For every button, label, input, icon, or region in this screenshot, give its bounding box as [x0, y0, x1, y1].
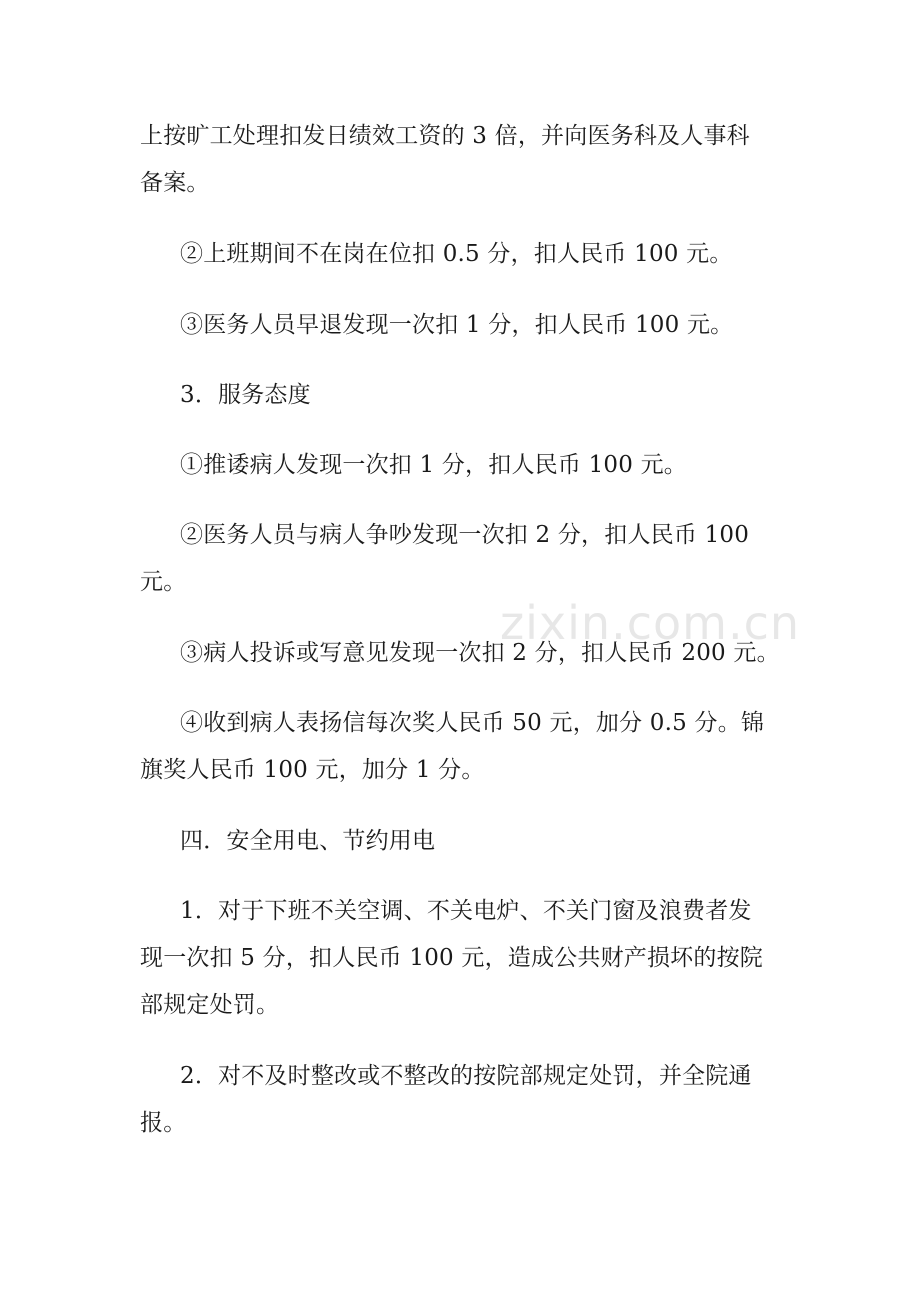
text-line: ④收到病人表扬信每次奖人民币 50 元，加分 0.5 分。锦: [180, 710, 765, 736]
watermark-logo: zixin.com.cn: [500, 596, 801, 650]
paragraph-leave-early: [140, 302, 785, 349]
text-line: 四．安全用电、节约用电: [180, 828, 436, 854]
text-line: 备案。: [140, 170, 210, 196]
paragraph-electricity-rule-2: [140, 1053, 785, 1147]
text-line: 报。: [140, 1110, 187, 1136]
text-line: ③病人投诉或写意见发现一次扣 2 分，扣人民币 200 元。: [180, 640, 780, 666]
text-line: 现一次扣 5 分，扣人民币 100 元，造成公共财产损坏的按院: [140, 945, 763, 971]
paragraph-electricity-rule-1: [140, 888, 785, 1029]
text-line: 元。: [140, 569, 187, 595]
paragraph-absent-from-post: [140, 231, 785, 278]
text-line: 旗奖人民币 100 元，加分 1 分。: [140, 757, 485, 783]
text-line: ①推诿病人发现一次扣 1 分，扣人民币 100 元。: [180, 452, 687, 478]
text-line: ③医务人员早退发现一次扣 1 分，扣人民币 100 元。: [180, 312, 734, 338]
text-line: 上按旷工处理扣发日绩效工资的 3 倍，并向医务科及人事科: [140, 123, 750, 149]
text-line: 部规定处罚。: [140, 992, 280, 1018]
paragraph-attendance-continued: [140, 113, 785, 207]
text-line: 3．服务态度: [180, 382, 311, 408]
section-heading-service-attitude: [140, 372, 785, 419]
paragraph-quarrel-with-patients: [140, 512, 785, 606]
paragraph-praise-rewards: [140, 700, 785, 794]
text-line: 1．对于下班不关空调、不关电炉、不关门窗及浪费者发: [180, 898, 752, 924]
text-line: ②医务人员与病人争吵发现一次扣 2 分，扣人民币 100: [180, 522, 750, 548]
section-heading-electricity-safety: [140, 818, 785, 865]
text-line: ②上班期间不在岗在位扣 0.5 分，扣人民币 100 元。: [180, 241, 733, 267]
text-line: 2．对不及时整改或不整改的按院部规定处罚，并全院通: [180, 1063, 752, 1089]
paragraph-shirking-patients: [140, 442, 785, 489]
paragraph-patient-complaints: [140, 630, 785, 677]
